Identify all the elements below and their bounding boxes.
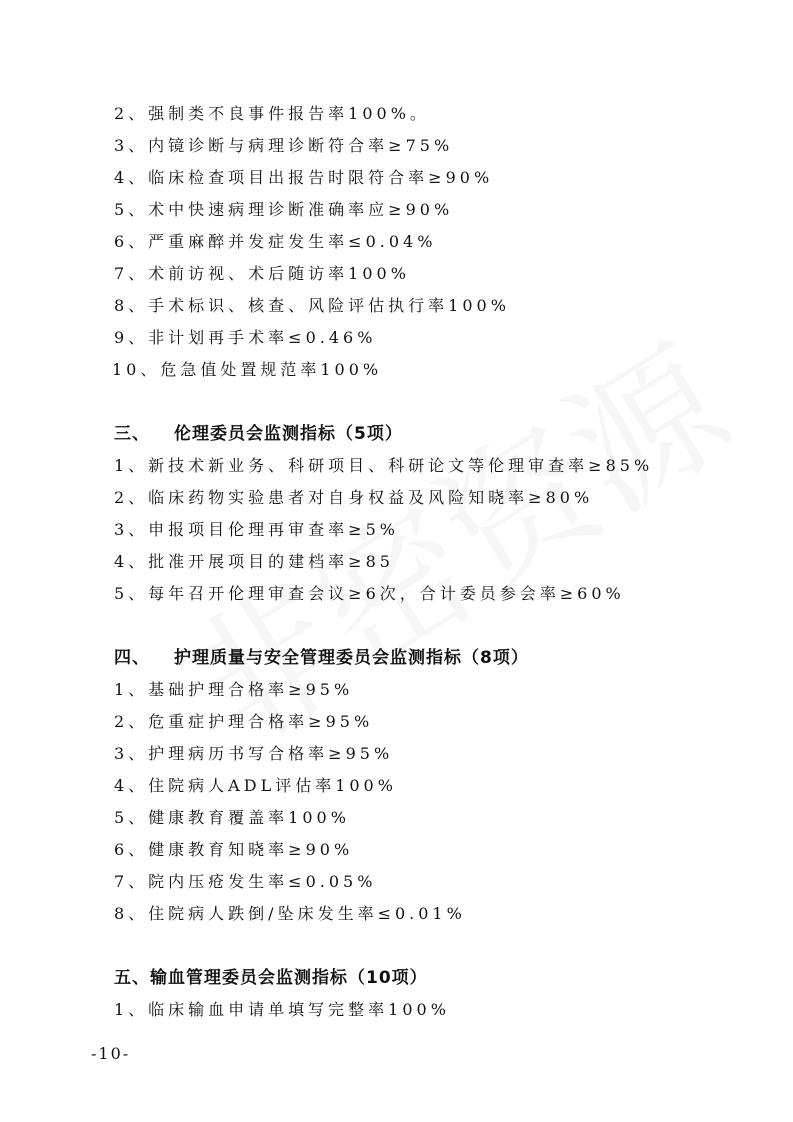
list-item: 4、批准开展项目的建档率≥85 — [114, 552, 394, 571]
list-item: 9、非计划再手术率≤0.46% — [114, 328, 377, 347]
section-heading-nursing — [114, 650, 529, 667]
section-heading-ethics — [114, 426, 403, 443]
page-number: -10- — [91, 1044, 131, 1063]
list-item: 4、临床检查项目出报告时限符合率≥90% — [114, 168, 494, 187]
list-item: 3、内镜诊断与病理诊断符合率≥75% — [114, 136, 454, 155]
section-heading-transfusion — [114, 970, 428, 987]
list-item: 6、严重麻醉并发症发生率≤0.04% — [114, 232, 437, 251]
list-item: 1、新技术新业务、科研项目、科研论文等伦理审查率≥85% — [114, 456, 654, 475]
list-item: 1、临床输血申请单填写完整率100% — [114, 1000, 450, 1019]
section-number: 五、 — [114, 968, 150, 988]
list-item: 2、强制类不良事件报告率100%。 — [114, 104, 430, 123]
list-item: 5、健康教育覆盖率100% — [114, 808, 350, 827]
list-item: 8、手术标识、核查、风险评估执行率100% — [114, 296, 510, 315]
list-item: 4、住院病人ADL评估率100% — [114, 776, 397, 795]
section-number: 三、 — [114, 424, 150, 444]
list-item: 10、危急值处置规范率100% — [112, 360, 383, 379]
list-item: 2、临床药物实验患者对自身权益及风险知晓率≥80% — [114, 488, 594, 507]
section-title: 护理质量与安全管理委员会监测指标（8项） — [174, 648, 529, 668]
section-title: 伦理委员会监测指标（5项） — [174, 424, 403, 444]
list-item: 5、术中快速病理诊断准确率应≥90% — [114, 200, 454, 219]
list-item: 2、危重症护理合格率≥95% — [114, 712, 374, 731]
list-item: 7、院内压疮发生率≤0.05% — [114, 872, 377, 891]
list-item: 5、每年召开伦理审查会议≥6次，合计委员参会率≥60% — [114, 584, 625, 603]
list-item: 1、基础护理合格率≥95% — [114, 680, 354, 699]
list-item: 3、护理病历书写合格率≥95% — [114, 744, 394, 763]
list-item: 7、术前访视、术后随访率100% — [114, 264, 410, 283]
list-item: 8、住院病人跌倒/坠床发生率≤0.01% — [114, 904, 466, 923]
section-title: 输血管理委员会监测指标（10项） — [150, 968, 428, 988]
list-item: 6、健康教育知晓率≥90% — [114, 840, 354, 859]
list-item: 3、申报项目伦理再审查率≥5% — [114, 520, 399, 539]
section-number: 四、 — [114, 648, 150, 668]
